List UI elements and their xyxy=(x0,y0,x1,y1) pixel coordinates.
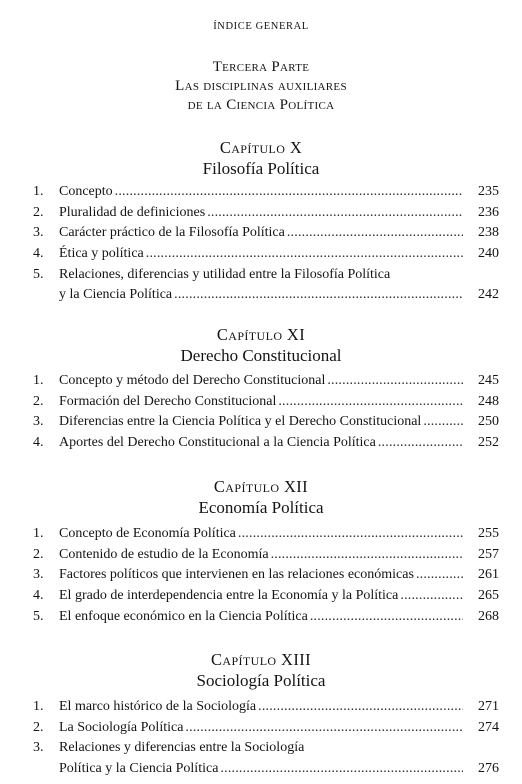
dot-leader xyxy=(287,223,463,244)
entry-page: 245 xyxy=(478,373,499,388)
entry-number: 2. xyxy=(33,719,44,735)
entry-number: 5. xyxy=(33,266,44,282)
entry-number: 1. xyxy=(33,526,44,541)
dot-leader xyxy=(258,697,463,718)
toc-entry[interactable] xyxy=(0,607,522,628)
entry-page: 268 xyxy=(478,608,499,624)
entry-number: 1. xyxy=(33,184,44,199)
entry-title: Concepto y método del Derecho Constitucional xyxy=(59,373,326,388)
dot-leader xyxy=(115,182,463,203)
dot-leader xyxy=(327,371,463,392)
toc-entry[interactable] xyxy=(0,738,522,779)
part-title-line-1: Las disciplinas auxiliares xyxy=(175,78,347,94)
entry-title: El marco histórico de la Sociología xyxy=(59,699,257,714)
entry-page: 236 xyxy=(478,204,499,220)
entry-number: 3. xyxy=(33,414,44,430)
entry-page: 255 xyxy=(478,526,499,541)
dot-leader xyxy=(416,565,463,586)
toc-entry[interactable] xyxy=(0,412,522,433)
chapter-title: Filosofía Política xyxy=(202,159,320,178)
toc-entry[interactable] xyxy=(0,203,522,224)
running-head: ÍNDICE GENERAL xyxy=(213,21,309,32)
entry-number: 2. xyxy=(33,393,44,409)
toc-list xyxy=(0,182,522,306)
dot-leader xyxy=(207,203,463,224)
entry-title: Diferencias entre la Ciencia Política y el Derecho Constitucional xyxy=(59,414,422,430)
chapter-heading xyxy=(0,137,522,179)
dot-leader xyxy=(146,244,463,265)
entry-page: 265 xyxy=(478,588,499,604)
chapter-heading xyxy=(0,476,522,518)
entry-title: Política y la Ciencia Política xyxy=(59,761,219,777)
entry-title: Formación del Derecho Constitucional xyxy=(59,393,277,409)
dot-leader xyxy=(400,586,463,607)
dot-leader xyxy=(423,412,463,433)
chapter-number: Capítulo XIII xyxy=(210,650,312,669)
entry-title: El enfoque económico en la Ciencia Política xyxy=(59,608,308,624)
chapter-title: Derecho Constitucional xyxy=(180,346,342,365)
entry-number: 5. xyxy=(33,608,44,624)
entry-page: 235 xyxy=(478,184,499,199)
entry-number: 4. xyxy=(33,435,44,451)
toc-entry[interactable] xyxy=(0,545,522,566)
entry-title: Contenido de estudio de la Economía xyxy=(59,546,269,562)
toc-list xyxy=(0,524,522,627)
chapter-title: Sociología Política xyxy=(196,671,326,690)
toc-list xyxy=(0,697,522,780)
entry-number: 1. xyxy=(33,373,44,388)
entry-title: Concepto de Economía Política xyxy=(59,526,236,541)
entry-number: 3. xyxy=(33,225,44,241)
entry-page: 242 xyxy=(478,287,499,303)
entry-title: Pluralidad de definiciones xyxy=(59,204,206,220)
entry-page: 271 xyxy=(478,699,499,714)
entry-page: 257 xyxy=(478,546,499,562)
toc-entry[interactable] xyxy=(0,223,522,244)
entry-number: 3. xyxy=(33,740,44,756)
entry-title-line-1: Relaciones y diferencias entre la Sociología xyxy=(59,740,305,756)
entry-title: La Sociología Política xyxy=(59,719,184,735)
entry-number: 2. xyxy=(33,204,44,220)
toc-entry[interactable] xyxy=(0,697,522,718)
toc-entry[interactable] xyxy=(0,718,522,739)
dot-leader xyxy=(220,759,463,780)
toc-entry[interactable] xyxy=(0,371,522,392)
entry-page: 252 xyxy=(478,435,499,451)
dot-leader xyxy=(238,524,463,545)
toc-entry[interactable] xyxy=(0,244,522,265)
entry-number: 2. xyxy=(33,546,44,562)
entry-title: El grado de interdependencia entre la Economía y la Política xyxy=(59,588,399,604)
entry-page: 238 xyxy=(478,225,499,241)
dot-leader xyxy=(310,607,463,628)
dot-leader xyxy=(378,433,463,454)
entry-title: Carácter práctico de la Filosofía Política xyxy=(59,225,285,241)
entry-title-line-1: Relaciones, diferencias y utilidad entre la Filosofía Política xyxy=(59,266,391,282)
entry-page: 240 xyxy=(478,246,499,262)
dot-leader xyxy=(271,545,463,566)
entry-title: y la Ciencia Política xyxy=(59,287,173,303)
entry-page: 250 xyxy=(478,414,499,430)
chapter-number: Capítulo XI xyxy=(216,325,306,344)
entry-number: 4. xyxy=(33,246,44,262)
part-label: Tercera Parte xyxy=(212,59,310,75)
part-heading xyxy=(0,58,522,115)
entry-title: Aportes del Derecho Constitucional a la Ciencia Política xyxy=(59,435,376,451)
chapter-number: Capítulo X xyxy=(219,138,303,157)
chapter-heading xyxy=(0,649,522,691)
entry-page: 261 xyxy=(478,567,499,583)
entry-page: 274 xyxy=(478,719,499,735)
entry-page: 248 xyxy=(478,393,499,409)
entry-title: Factores políticos que intervienen en las relaciones económicas xyxy=(59,567,414,583)
toc-entry[interactable] xyxy=(0,565,522,586)
entry-title: Concepto xyxy=(59,184,113,199)
entry-title: Ética y política xyxy=(59,246,144,262)
toc-entry[interactable] xyxy=(0,586,522,607)
dot-leader xyxy=(278,392,463,413)
entry-number: 3. xyxy=(33,567,44,583)
toc-entry[interactable] xyxy=(0,392,522,413)
entry-page: 276 xyxy=(478,761,499,777)
dot-leader xyxy=(185,718,463,739)
toc-entry[interactable] xyxy=(0,524,522,545)
chapter-number: Capítulo XII xyxy=(213,477,309,496)
toc-entry[interactable] xyxy=(0,182,522,203)
entry-number: 4. xyxy=(33,588,44,604)
toc-entry[interactable] xyxy=(0,265,522,306)
toc-list xyxy=(0,371,522,454)
toc-entry[interactable] xyxy=(0,433,522,454)
part-title-line-2: de la Ciencia Política xyxy=(187,97,335,113)
chapter-heading xyxy=(0,324,522,366)
dot-leader xyxy=(174,285,463,306)
chapter-title: Economía Política xyxy=(198,498,324,517)
entry-number: 1. xyxy=(33,699,44,714)
